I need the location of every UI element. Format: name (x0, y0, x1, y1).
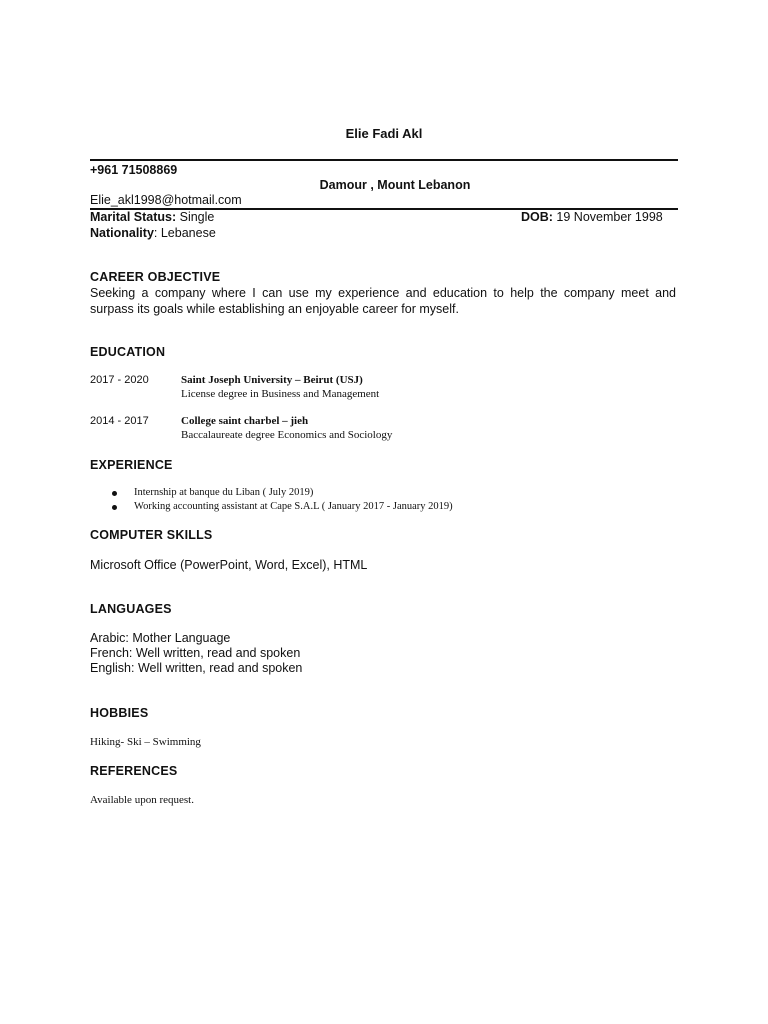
experience-list (90, 486, 453, 514)
experience-item (90, 500, 453, 514)
marital-status (90, 210, 214, 224)
dob-label: DOB: (521, 210, 553, 224)
experience-item (90, 486, 453, 500)
references-heading: REFERENCES (90, 764, 178, 778)
date-of-birth (521, 210, 663, 224)
address: Damour , Mount Lebanon (319, 178, 471, 192)
education-school: Saint Joseph University – Beirut (USJ) (181, 374, 363, 386)
career-objective-text: Seeking a company where I can use my experience and education to help the company meet and surpass its goals while establishing an enjoyable career for myself. (90, 286, 676, 316)
email-address: Elie_akl1998@hotmail.com (90, 193, 242, 207)
computer-skills-heading: COMPUTER SKILLS (90, 528, 213, 542)
language-line: English: Well written, read and spoken (90, 661, 303, 675)
experience-heading: EXPERIENCE (90, 458, 173, 472)
nationality (90, 226, 216, 240)
nationality-value: : Lebanese (153, 226, 216, 240)
experience-item-text: Internship at banque du Liban ( July 2019) (134, 487, 314, 498)
header-top-rule (90, 159, 678, 161)
language-line: French: Well written, read and spoken (90, 646, 301, 660)
education-school: College saint charbel – jieh (181, 415, 309, 427)
languages-heading: LANGUAGES (90, 602, 172, 616)
language-line: Arabic: Mother Language (90, 631, 231, 645)
computer-skills-text: Microsoft Office (PowerPoint, Word, Excel), HTML (90, 558, 368, 572)
marital-status-label: Marital Status: (90, 210, 177, 224)
dob-value: 19 November 1998 (552, 210, 663, 224)
career-objective-heading: CAREER OBJECTIVE (90, 270, 221, 284)
bullet-icon (112, 491, 117, 496)
education-years: 2017 - 2020 (90, 374, 149, 386)
candidate-name: Elie Fadi Akl (345, 126, 423, 141)
hobbies-text: Hiking- Ski – Swimming (90, 736, 201, 748)
education-degree: License degree in Business and Management (181, 388, 380, 400)
education-heading: EDUCATION (90, 345, 166, 359)
nationality-label: Nationality (90, 226, 154, 240)
bullet-icon (112, 505, 117, 510)
experience-item-text: Working accounting assistant at Cape S.A.L ( January 2017 - January 2019) (134, 501, 453, 512)
education-years: 2014 - 2017 (90, 415, 149, 427)
marital-status-value: Single (176, 210, 215, 224)
hobbies-heading: HOBBIES (90, 706, 149, 720)
references-text: Available upon request. (90, 794, 194, 806)
phone-number: +961 71508869 (90, 163, 178, 177)
education-degree: Baccalaureate degree Economics and Sociology (181, 429, 393, 441)
